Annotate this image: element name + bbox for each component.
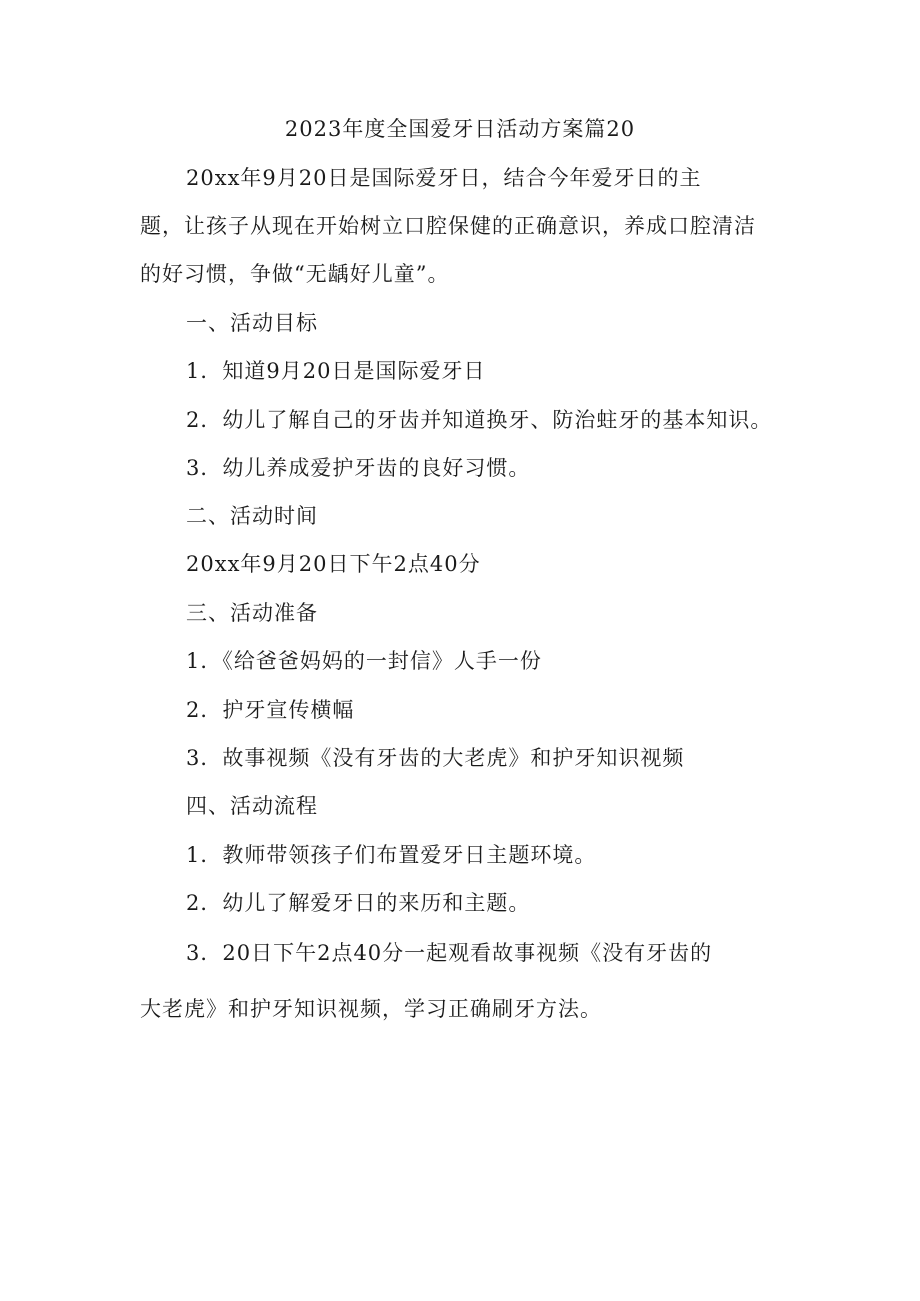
section-heading-process: 四、活动流程 bbox=[186, 794, 318, 818]
document-title: 2023年度全国爱牙日活动方案篇20 bbox=[284, 117, 636, 141]
preparation-item-1: 1．《给爸爸妈妈的一封信》人手一份 bbox=[186, 649, 542, 673]
section-heading-time: 二、活动时间 bbox=[186, 504, 318, 528]
section-heading-goals: 一、活动目标 bbox=[186, 311, 318, 335]
process-item-3-line-1: 3．20日下午2点40分一起观看故事视频《没有牙齿的 bbox=[186, 941, 713, 965]
process-item-1: 1．教师带领孩子们布置爱牙日主题环境。 bbox=[186, 843, 597, 867]
intro-line-1: 20xx年9月20日是国际爱牙日，结合今年爱牙日的主 bbox=[186, 166, 702, 190]
goal-item-2: 2．幼儿了解自己的牙齿并知道换牙、防治蛀牙的基本知识。 bbox=[186, 408, 773, 432]
process-item-2: 2．幼儿了解爱牙日的来历和主题。 bbox=[186, 891, 531, 915]
preparation-item-2: 2．护牙宣传横幅 bbox=[186, 698, 355, 722]
goal-item-3: 3．幼儿养成爱护牙齿的良好习惯。 bbox=[186, 456, 531, 480]
preparation-item-3: 3．故事视频《没有牙齿的大老虎》和护牙知识视频 bbox=[186, 746, 685, 770]
process-item-3-line-2: 大老虎》和护牙知识视频，学习正确刷牙方法。 bbox=[140, 997, 602, 1021]
intro-line-3: 的好习惯，争做“无龋好儿童”。 bbox=[140, 262, 450, 286]
goal-item-1: 1．知道9月20日是国际爱牙日 bbox=[186, 359, 486, 383]
intro-line-2: 题，让孩子从现在开始树立口腔保健的正确意识，养成口腔清洁 bbox=[140, 214, 756, 238]
activity-time-text: 20xx年9月20日下午2点40分 bbox=[186, 552, 481, 576]
section-heading-preparation: 三、活动准备 bbox=[186, 601, 318, 625]
